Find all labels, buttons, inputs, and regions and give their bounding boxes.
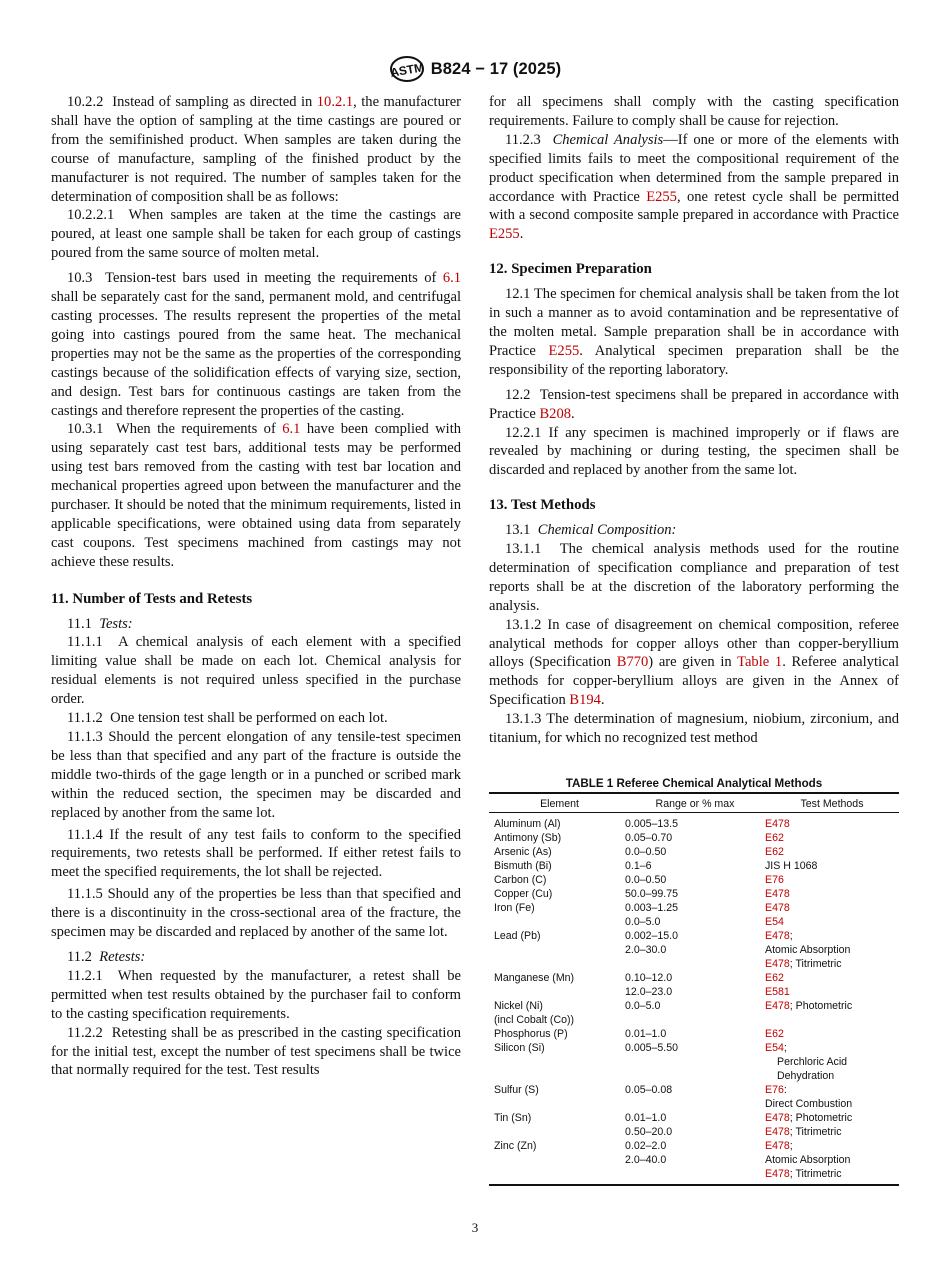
text: Retesting shall be as prescribed in the casting specification for the initial test, except the number of test specimens shall be twice that normally required for the test. Test results bbox=[51, 1024, 461, 1079]
cell-range: 0.0–0.50 bbox=[625, 846, 667, 858]
method-link[interactable]: E581 bbox=[765, 986, 790, 998]
link-table-1[interactable]: Table 1 bbox=[737, 654, 783, 671]
section-number: 11.2.3 bbox=[505, 131, 541, 148]
link-10-2-1[interactable]: 10.2.1 bbox=[316, 94, 354, 110]
paragraph-13-1 bbox=[489, 521, 899, 540]
table-row bbox=[489, 1027, 899, 1041]
method-text: ; bbox=[789, 1140, 793, 1152]
table-row bbox=[489, 1097, 899, 1111]
method-text: ; bbox=[789, 930, 793, 942]
paragraph-11-1-4 bbox=[51, 826, 461, 883]
cell-range bbox=[625, 1013, 765, 1027]
cell-test-methods bbox=[765, 1083, 899, 1097]
cell-element bbox=[489, 915, 625, 929]
paragraph-11-1 bbox=[51, 615, 461, 634]
section-number: 11.1.5 bbox=[67, 886, 103, 903]
header-range: Range or % max bbox=[625, 793, 765, 813]
method-link[interactable]: E478 bbox=[765, 930, 790, 942]
section-number: 13.1.3 bbox=[505, 711, 542, 728]
text: Tension-test specimens shall be prepared in accordance with Practice bbox=[489, 386, 899, 422]
section-number: 13.1.2 bbox=[505, 616, 542, 633]
cell-range bbox=[625, 1097, 765, 1111]
method-text: Direct Combustion bbox=[765, 1098, 853, 1110]
table-row bbox=[489, 999, 899, 1013]
section-11-heading: 11. Number of Tests and Retests bbox=[51, 590, 253, 607]
cell-test-methods bbox=[765, 1167, 899, 1185]
table-row bbox=[489, 943, 899, 957]
table-header-row bbox=[489, 793, 899, 813]
method-link[interactable]: E478 bbox=[765, 1140, 790, 1152]
paragraph-10-3-1 bbox=[51, 420, 461, 571]
table-1 bbox=[489, 776, 899, 1186]
text: Tension-test bars used in meeting the requirements of bbox=[105, 270, 443, 287]
text: When samples are taken at the time the castings are poured, at least one sample shall be taken for each group of castings poured from the same source of molten metal. bbox=[51, 207, 462, 262]
text: In case of disagreement on chemical composition, referee analytical methods for copper alloys other than copper-beryllium alloys (Specification bbox=[489, 616, 899, 671]
text: A chemical analysis of each element with a specified limiting value shall be made on each lot. Chemical analysis for residual elements is not required unless specified in the purchase order. bbox=[51, 634, 461, 708]
cell-element: Manganese (Mn) bbox=[494, 972, 575, 984]
section-number: 12.2.1 bbox=[505, 424, 542, 441]
text: When requested by the manufacturer, a retest shall be permitted when test results obtained by the purchaser fail to conform to the casting specification requirements. bbox=[51, 967, 461, 1022]
cell-range: 0.0–5.0 bbox=[625, 916, 661, 928]
text: . bbox=[600, 692, 605, 709]
cell-element bbox=[489, 1069, 625, 1083]
section-number: 13.1.1 bbox=[505, 541, 542, 558]
link-e255[interactable]: E255 bbox=[489, 226, 520, 243]
paragraph-11-1-2 bbox=[51, 709, 461, 728]
paragraph-12-2-1 bbox=[489, 424, 899, 481]
link-b770[interactable]: B770 bbox=[616, 654, 649, 671]
link-6-1[interactable]: 6.1 bbox=[442, 270, 461, 287]
section-12-heading: 12. Specimen Preparation bbox=[489, 261, 652, 278]
cell-test-methods bbox=[765, 1097, 899, 1111]
method-link[interactable]: E76 bbox=[765, 1084, 784, 1096]
referee-methods-table bbox=[489, 792, 899, 1186]
cell-range: 0.10–12.0 bbox=[625, 972, 673, 984]
paragraph-11-2 bbox=[51, 948, 461, 967]
section-number: 10.3 bbox=[67, 270, 93, 287]
text: have been complied with using separately cast test bars, additional tests may be performed using test bars removed from the casting with test bar location and mechanical properties agreed upon between the manufacturer and the purchaser. It should be noted that the minimum requirements, listed in applicable specifications, were obtained using data from separately cast coupons. Test specimens machined from castings may not achieve these results. bbox=[51, 421, 462, 570]
cell-element bbox=[489, 1055, 625, 1069]
cell-test-methods bbox=[765, 999, 899, 1013]
text: If any specimen is machined improperly or if flaws are revealed by machining or during testing, the specimen shall be discarded and replaced by another from the same lot. bbox=[489, 424, 900, 479]
cell-test-methods bbox=[765, 915, 899, 929]
text: If the result of any test fails to conform to the specified requirements, two retests shall be performed. If either retest fails to meet the specified requirements, the lot shall be rejected. bbox=[51, 826, 462, 881]
section-number: 11.2.1 bbox=[67, 967, 103, 984]
method-text: : bbox=[783, 1084, 787, 1096]
table-row bbox=[489, 1111, 899, 1125]
cell-range: 0.50–20.0 bbox=[625, 1126, 673, 1138]
paragraph-12-2 bbox=[489, 386, 899, 424]
cell-element: Antimony (Sb) bbox=[494, 832, 562, 844]
cell-range: 0.005–5.50 bbox=[625, 1042, 679, 1054]
cell-element: Sulfur (S) bbox=[494, 1084, 539, 1096]
cell-range: 0.01–1.0 bbox=[625, 1028, 667, 1040]
method-text: JIS H 1068 bbox=[765, 860, 818, 872]
paragraph-11-2-2 bbox=[51, 1024, 461, 1081]
cell-range: 0.0–0.50 bbox=[625, 874, 667, 886]
table-row bbox=[489, 859, 899, 873]
cell-range: 2.0–30.0 bbox=[625, 944, 667, 956]
text: Instead of sampling as directed in bbox=[112, 94, 317, 110]
method-text: Atomic Absorption bbox=[765, 1154, 851, 1166]
cell-test-methods bbox=[765, 831, 899, 845]
subsection-title: Retests: bbox=[99, 948, 146, 965]
document-designation: B824 − 17 (2025) bbox=[430, 59, 562, 78]
text: . bbox=[519, 226, 524, 243]
method-text: Atomic Absorption bbox=[765, 944, 851, 956]
cell-test-methods bbox=[765, 985, 899, 999]
text: Should any of the properties be less than that specified and there is a discontinuity in the cross-sectional area of the fracture, the specimen may be discarded and replaced by another of the same lot. bbox=[51, 886, 461, 941]
section-13-heading: 13. Test Methods bbox=[489, 497, 596, 514]
cell-range: 50.0–99.75 bbox=[625, 888, 679, 900]
link-e255[interactable]: E255 bbox=[548, 342, 580, 359]
cell-test-methods bbox=[765, 1153, 899, 1167]
cell-test-methods bbox=[765, 901, 899, 915]
text: When the requirements of bbox=[115, 421, 283, 438]
text: The specimen for chemical analysis shall be taken from the lot in such a manner as to avoid contamination and be representative of the molten metal. Sample preparation shall be in accordance with Practice bbox=[489, 286, 900, 359]
paragraph-11-2-1 bbox=[51, 967, 461, 1024]
cell-test-methods bbox=[765, 813, 899, 832]
link-b194[interactable]: B194 bbox=[569, 692, 601, 709]
section-number: 11.2 bbox=[67, 948, 92, 965]
table-row bbox=[489, 813, 899, 832]
method-link[interactable]: E478 bbox=[765, 958, 790, 970]
text: . bbox=[571, 405, 575, 422]
method-link[interactable]: E478 bbox=[765, 1000, 790, 1012]
cell-test-methods bbox=[765, 1125, 899, 1139]
section-number: 10.3.1 bbox=[67, 421, 104, 438]
subsection-title: Chemical Composition: bbox=[537, 522, 677, 539]
cell-range: 0.1–6 bbox=[625, 860, 652, 872]
table-row bbox=[489, 1013, 899, 1027]
cell-element: Copper (Cu) bbox=[494, 888, 553, 900]
cell-element: Lead (Pb) bbox=[494, 930, 541, 942]
cell-element: Arsenic (As) bbox=[494, 846, 552, 858]
text: Should the percent elongation of any tensile-test specimen be less than that specified and any part of the fracture is outside the middle two-thirds of the gage length or in a punched or scribed mark within the reduced section, the specimen may be discarded and replaced by another from the same lot. bbox=[51, 729, 461, 821]
section-number: 11.1.1 bbox=[67, 634, 103, 651]
paragraph-11-1-1 bbox=[51, 633, 461, 709]
cell-test-methods bbox=[765, 1013, 899, 1027]
section-number: 11.1.2 bbox=[67, 710, 103, 727]
text: One tension test shall be performed on each lot. bbox=[110, 710, 388, 727]
cell-range bbox=[625, 1055, 765, 1069]
paragraph-11-1-5 bbox=[51, 885, 461, 942]
cell-test-methods bbox=[765, 1111, 899, 1125]
cell-element: Nickel (Ni) bbox=[494, 1000, 543, 1012]
method-text: Perchloric Acid bbox=[777, 1056, 848, 1068]
method-link[interactable]: E76 bbox=[765, 874, 784, 886]
method-link[interactable]: E54 bbox=[765, 1042, 784, 1054]
method-text: ; bbox=[783, 1042, 787, 1054]
cell-test-methods bbox=[765, 1139, 899, 1153]
section-number: 12.2 bbox=[505, 386, 531, 403]
method-text: ; Titrimetric bbox=[789, 1126, 842, 1138]
cell-element bbox=[489, 1097, 625, 1111]
table-row bbox=[489, 929, 899, 943]
method-link[interactable]: E478 bbox=[765, 888, 790, 900]
method-link[interactable]: E54 bbox=[765, 916, 784, 928]
cell-test-methods bbox=[765, 1027, 899, 1041]
cell-range: 0.003–1.25 bbox=[625, 902, 679, 914]
method-link[interactable]: E62 bbox=[765, 1028, 784, 1040]
paragraph-10-3 bbox=[51, 269, 461, 420]
table-row bbox=[489, 915, 899, 929]
method-text: Dehydration bbox=[777, 1070, 835, 1082]
table-row bbox=[489, 1069, 899, 1083]
method-link[interactable]: E62 bbox=[765, 832, 784, 844]
method-text: ; Photometric bbox=[789, 1000, 853, 1012]
text: . Referee analytical methods for copper-beryllium alloys are given in the Annex of Specification bbox=[489, 654, 899, 709]
table-row bbox=[489, 1055, 899, 1069]
cell-element: Tin (Sn) bbox=[494, 1112, 532, 1124]
table-row bbox=[489, 957, 899, 971]
cell-element: Carbon (C) bbox=[494, 874, 547, 886]
method-link[interactable]: E62 bbox=[765, 846, 784, 858]
cell-element: Silicon (Si) bbox=[494, 1042, 545, 1054]
method-link[interactable]: E478 bbox=[765, 1126, 790, 1138]
page-header bbox=[0, 54, 950, 84]
section-number: 11.1.4 bbox=[67, 826, 103, 843]
section-number: 11.1.3 bbox=[67, 729, 103, 745]
text: shall be separately cast for the sand, permanent mold, and centrifugal casting processes. The results represent the properties of the metal going into castings poured from the same heat. The mechanical properties may not be the same as the properties of the corresponding castings because of the solidification effects of varying size, section, and design. Test bars for continuous castings are taken from the castings and therefore represent the properties of the casting. bbox=[51, 289, 461, 419]
svg-text:ASTM: ASTM bbox=[388, 60, 425, 80]
table-row bbox=[489, 831, 899, 845]
method-link[interactable]: E478 bbox=[765, 1168, 790, 1180]
text: , the manufacturer shall have the option of sampling at the time castings are poured or from the semifinished product. When samples are taken during the course of manufacture, sampling of the finished product by the manufacturer is not required. The number of samples taken for the determination of composition shall be as follows: bbox=[51, 94, 462, 205]
table-row bbox=[489, 985, 899, 999]
cell-range: 12.0–23.0 bbox=[625, 986, 673, 998]
method-link[interactable]: E478 bbox=[765, 818, 790, 830]
text: , one retest cycle shall be permitted with a second composite sample prepared in accordance with Practice bbox=[489, 188, 899, 224]
section-number: 13.1 bbox=[505, 522, 531, 539]
cell-element: Iron (Fe) bbox=[494, 902, 535, 914]
paragraph-10-2-2-1 bbox=[51, 206, 461, 263]
text: ) are given in bbox=[648, 654, 738, 671]
cell-element bbox=[489, 943, 625, 957]
link-e255[interactable]: E255 bbox=[646, 188, 677, 205]
cell-element bbox=[489, 957, 625, 971]
table-row bbox=[489, 1153, 899, 1167]
text: —If one or more of the elements with specified limits fails to meet the compositional requirement of the product specification when determined from the sample prepared in accordance with Practice bbox=[489, 131, 899, 205]
cell-element bbox=[489, 1167, 625, 1185]
paragraph-11-1-3 bbox=[51, 728, 461, 823]
section-number: 11.1 bbox=[67, 615, 92, 632]
method-text: ; Titrimetric bbox=[789, 958, 842, 970]
method-text: ; Titrimetric bbox=[789, 1168, 842, 1180]
paragraph-12-1 bbox=[489, 285, 899, 380]
cell-test-methods bbox=[765, 873, 899, 887]
paragraph-10-2-2 bbox=[51, 93, 461, 206]
text: The chemical analysis methods used for the routine determination of specification compliance and preparation of test reports shall be at the discretion of the laboratory performing the analysis. bbox=[489, 541, 899, 614]
link-6-1[interactable]: 6.1 bbox=[282, 421, 301, 438]
cell-range: 0.0–5.0 bbox=[625, 1000, 661, 1012]
cell-test-methods bbox=[765, 1069, 899, 1083]
table-title: TABLE 1 Referee Chemical Analytical Methods bbox=[565, 777, 823, 790]
table-row bbox=[489, 1125, 899, 1139]
method-link[interactable]: E478 bbox=[765, 1112, 790, 1124]
cell-element: Phosphorus (P) bbox=[494, 1028, 568, 1040]
cell-test-methods bbox=[765, 957, 899, 971]
section-number: 10.2.2 bbox=[67, 94, 104, 110]
table-body bbox=[489, 813, 899, 1186]
cell-element bbox=[489, 985, 625, 999]
section-number: 11.2.2 bbox=[67, 1024, 103, 1041]
table-row bbox=[489, 887, 899, 901]
left-column bbox=[51, 93, 461, 1080]
section-number: 12.1 bbox=[505, 286, 531, 303]
page-number: 3 bbox=[471, 1220, 479, 1235]
cell-test-methods bbox=[765, 887, 899, 901]
header-element: Element bbox=[489, 793, 625, 813]
cell-range: 0.01–1.0 bbox=[625, 1112, 667, 1124]
subsection-title: Tests: bbox=[99, 615, 133, 632]
cell-range: 0.05–0.70 bbox=[625, 832, 673, 844]
section-number: 10.2.2.1 bbox=[67, 207, 115, 224]
cell-range: 0.02–2.0 bbox=[625, 1140, 667, 1152]
method-text: ; Photometric bbox=[789, 1112, 853, 1124]
paragraph-11-2-2-continued: for all specimens shall comply with the casting specification requirements. Failure to comply shall be cause for rejection. bbox=[489, 94, 899, 129]
cell-element: (incl Cobalt (Co)) bbox=[494, 1014, 575, 1026]
cell-element: Aluminum (Al) bbox=[494, 818, 561, 830]
cell-range: 0.002–15.0 bbox=[625, 930, 679, 942]
link-b208[interactable]: B208 bbox=[539, 405, 572, 422]
table-row bbox=[489, 1083, 899, 1097]
cell-element bbox=[489, 1153, 625, 1167]
table-row bbox=[489, 845, 899, 859]
paragraph-11-2-3 bbox=[489, 131, 899, 244]
cell-test-methods bbox=[765, 1055, 899, 1069]
table-row bbox=[489, 901, 899, 915]
cell-range bbox=[625, 1167, 765, 1185]
cell-test-methods bbox=[765, 845, 899, 859]
cell-test-methods bbox=[765, 1041, 899, 1055]
text: . Analytical specimen preparation shall be the responsibility of the reporting laboratory. bbox=[489, 342, 900, 378]
cell-element: Bismuth (Bi) bbox=[494, 860, 552, 872]
table-row bbox=[489, 1041, 899, 1055]
astm-logo-icon bbox=[389, 54, 425, 84]
table-row bbox=[489, 873, 899, 887]
right-column bbox=[489, 93, 899, 748]
method-link[interactable]: E62 bbox=[765, 972, 784, 984]
cell-test-methods bbox=[765, 929, 899, 943]
cell-range bbox=[625, 957, 765, 971]
header-test-methods: Test Methods bbox=[765, 793, 899, 813]
table-row bbox=[489, 1139, 899, 1153]
paragraph-13-1-1 bbox=[489, 540, 899, 616]
cell-range: 0.005–13.5 bbox=[625, 818, 679, 830]
cell-range bbox=[625, 1069, 765, 1083]
text: The determination of magnesium, niobium, zirconium, and titanium, for which no recognized test method bbox=[489, 711, 900, 747]
cell-element bbox=[489, 1125, 625, 1139]
subsection-title: Chemical Analysis bbox=[552, 131, 664, 148]
cell-element: Zinc (Zn) bbox=[494, 1140, 537, 1152]
cell-test-methods bbox=[765, 971, 899, 985]
method-link[interactable]: E478 bbox=[765, 902, 790, 914]
cell-range: 0.05–0.08 bbox=[625, 1084, 673, 1096]
cell-test-methods bbox=[765, 859, 899, 873]
paragraph-13-1-2 bbox=[489, 616, 899, 711]
cell-test-methods bbox=[765, 943, 899, 957]
paragraph-13-1-3 bbox=[489, 710, 899, 748]
table-row bbox=[489, 1167, 899, 1185]
table-row bbox=[489, 971, 899, 985]
cell-range: 2.0–40.0 bbox=[625, 1154, 667, 1166]
